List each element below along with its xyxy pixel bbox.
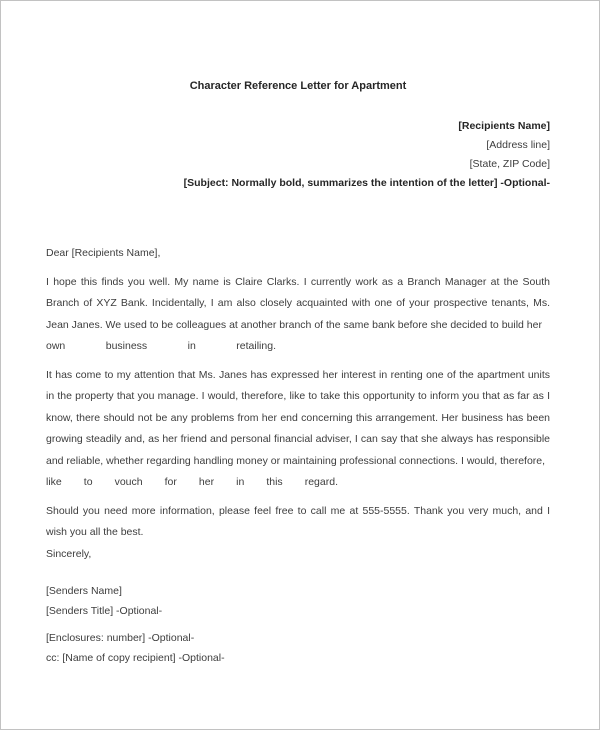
- closing-sincerely: Sincerely,: [46, 547, 92, 560]
- subject-line-placeholder: [Subject: Normally bold, summarizes the intention of the letter] -Optional-: [183, 177, 550, 189]
- paragraph-1: [46, 272, 550, 358]
- sender-block: [46, 582, 550, 621]
- recipient-name-placeholder: [Recipients Name]: [458, 120, 550, 132]
- sender-name-placeholder: [Senders Name]: [46, 585, 122, 597]
- paragraph-3: Should you need more information, please feel free to call me at 555-5555. Thank you very much, and I wish you all the best.: [46, 504, 550, 538]
- address-line-placeholder: [Address line]: [486, 139, 550, 151]
- paragraph-2-last-line: like to vouch for her in this regard.: [46, 476, 338, 488]
- paragraph-1-last-line: own business in retailing.: [46, 340, 276, 352]
- paragraph-2-main: It has come to my attention that Ms. Janes has expressed her interest in renting one of the apartment units in the property that you manage. I would, therefore, like to take this opportunity to inform you that as far as I know, there should not be any problems from her end concerning this arrangement. Her business has been growing steadily and, as her friend and personal financial adviser, I can say that she always has responsible and reliable, whether regarding handling money or maintaining professional connections. I would, therefore,: [46, 368, 550, 467]
- recipient-block: [46, 117, 550, 193]
- paragraph-1-main: I hope this finds you well. My name is Claire Clarks. I currently work as a Branch Manager at the South Branch of XYZ Bank. Incidentally, I am also closely acquainted with one of your prospective tenants, Ms. Jean Janes. We used to be colleagues at another branch of the same bank before she decided to build her: [46, 275, 550, 331]
- enclosure-block: [46, 628, 550, 668]
- paragraph-2: [46, 365, 550, 494]
- document-title: Character Reference Letter for Apartment: [189, 80, 407, 92]
- cc-placeholder: cc: [Name of copy recipient] -Optional-: [46, 652, 225, 664]
- state-zip-placeholder: [State, ZIP Code]: [469, 158, 550, 170]
- sender-title-placeholder: [Senders Title] -Optional-: [46, 604, 163, 617]
- salutation: Dear [Recipients Name],: [46, 247, 161, 259]
- enclosures-placeholder: [Enclosures: number] -Optional-: [46, 632, 195, 644]
